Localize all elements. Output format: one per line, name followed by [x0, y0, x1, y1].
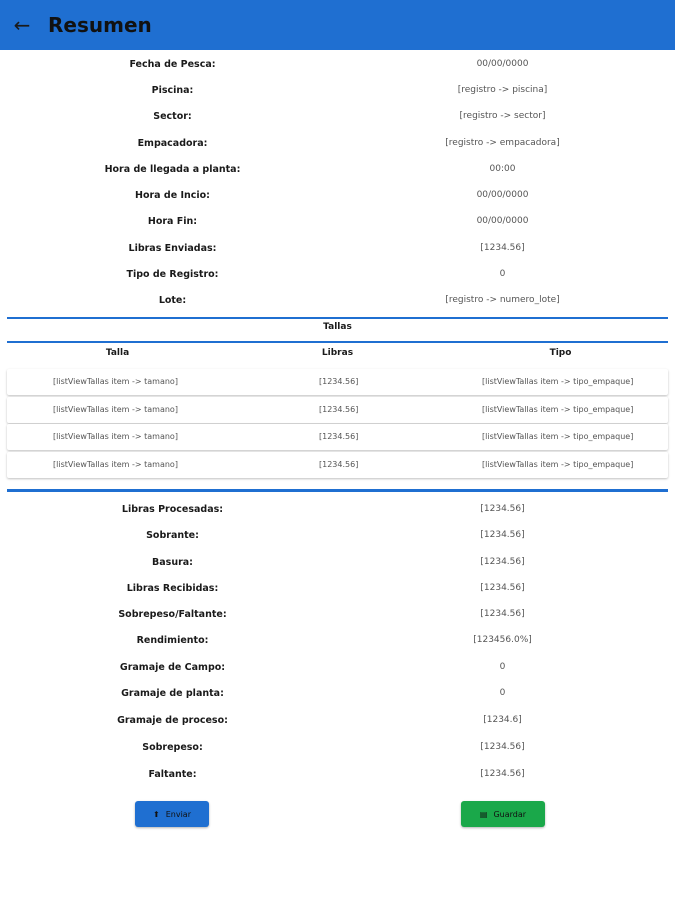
enviar-button[interactable] [135, 801, 209, 827]
column-header-talla: Talla [105, 348, 130, 358]
info-row-hora-inicio [0, 182, 675, 208]
summary-value: [123456.0%] [473, 635, 532, 645]
info-value: 00/00/0000 [476, 190, 529, 200]
divider [7, 317, 668, 319]
summary-label: Libras Procesadas: [121, 503, 224, 515]
info-row-hora-fin [0, 208, 675, 234]
tallas-title: Tallas [323, 322, 352, 332]
summary-value: [1234.6] [483, 715, 522, 725]
info-label: Libras Enviadas: [128, 242, 217, 254]
info-row-libras-enviadas [0, 235, 675, 261]
info-row-hora-llegada [0, 156, 675, 182]
info-row-empacadora [0, 130, 675, 156]
table-row[interactable] [7, 424, 668, 450]
enviar-label: Enviar [165, 809, 191, 819]
info-value: [registro -> piscina] [457, 85, 548, 95]
summary-label: Gramaje de proceso: [117, 714, 228, 726]
table-row[interactable] [7, 452, 668, 478]
summary-value: [1234.56] [480, 557, 525, 567]
info-value: [registro -> empacadora] [445, 138, 560, 148]
back-button[interactable] [4, 7, 40, 43]
info-label: Hora Fin: [147, 215, 198, 227]
summary-label: Sobrepeso: [142, 741, 203, 753]
summary-row-basura [0, 549, 675, 575]
summary-value: [1234.56] [480, 609, 525, 619]
info-label: Hora de llegada a planta: [104, 163, 241, 175]
summary-row-gramaje-proceso [0, 707, 675, 733]
summary-row-gramaje-campo [0, 654, 675, 680]
guardar-label: Guardar [493, 809, 527, 819]
arrow-left-icon: ← [13, 13, 31, 37]
summary-label: Gramaje de Campo: [119, 661, 226, 673]
summary-row-faltante [0, 761, 675, 787]
info-value: [registro -> sector] [459, 111, 546, 121]
info-label: Tipo de Registro: [126, 268, 219, 280]
summary-row-sobrante [0, 522, 675, 548]
summary-value: [1234.56] [480, 504, 525, 514]
table-row[interactable] [7, 397, 668, 423]
info-label: Fecha de Pesca: [129, 58, 216, 70]
cell-talla: [listViewTallas item -> tamano] [53, 460, 178, 469]
upload-icon: ⬆ [153, 809, 160, 819]
info-label: Sector: [153, 110, 192, 122]
info-label: Empacadora: [137, 137, 208, 149]
summary-label: Sobrante: [146, 529, 199, 541]
cell-tipo: [listViewTallas item -> tipo_empaque] [482, 405, 634, 414]
summary-row-gramaje-planta [0, 680, 675, 706]
divider [7, 341, 668, 343]
summary-label: Faltante: [148, 768, 197, 780]
summary-label: Sobrepeso/Faltante: [118, 608, 227, 620]
info-row-sector [0, 103, 675, 129]
info-row-lote [0, 287, 675, 313]
cell-libras: [1234.56] [319, 460, 359, 469]
summary-value: [1234.56] [480, 583, 525, 593]
summary-value: [1234.56] [480, 769, 525, 779]
summary-label: Gramaje de planta: [121, 687, 224, 699]
info-value: 0 [499, 269, 506, 279]
info-label: Hora de Incio: [135, 189, 210, 201]
summary-row-libras-recibidas [0, 575, 675, 601]
cell-tipo: [listViewTallas item -> tipo_empaque] [482, 460, 634, 469]
summary-label: Libras Recibidas: [126, 582, 219, 594]
info-value: [1234.56] [480, 243, 525, 253]
summary-value: 0 [499, 662, 506, 672]
page-title: Resumen [48, 13, 152, 37]
info-value: 00/00/0000 [476, 59, 529, 69]
cell-talla: [listViewTallas item -> tamano] [53, 377, 178, 386]
summary-row-rendimiento [0, 627, 675, 653]
cell-tipo: [listViewTallas item -> tipo_empaque] [482, 432, 634, 441]
guardar-button[interactable] [461, 801, 545, 827]
info-label: Lote: [158, 294, 187, 306]
info-value: 00:00 [489, 164, 516, 174]
cell-libras: [1234.56] [319, 377, 359, 386]
info-value: [registro -> numero_lote] [445, 295, 560, 305]
save-icon: ▤ [479, 809, 488, 819]
info-value: 00/00/0000 [476, 216, 529, 226]
summary-label: Basura: [152, 556, 193, 568]
info-row-tipo-registro [0, 261, 675, 287]
column-header-libras: Libras [321, 348, 354, 358]
divider [7, 489, 668, 492]
summary-row-sobrepeso [0, 734, 675, 760]
info-label: Piscina: [151, 84, 194, 96]
app-bar [0, 0, 675, 50]
info-row-fecha-pesca [0, 51, 675, 77]
cell-libras: [1234.56] [319, 405, 359, 414]
cell-tipo: [listViewTallas item -> tipo_empaque] [482, 377, 634, 386]
summary-label: Rendimiento: [136, 634, 209, 646]
cell-talla: [listViewTallas item -> tamano] [53, 405, 178, 414]
summary-value: [1234.56] [480, 742, 525, 752]
cell-talla: [listViewTallas item -> tamano] [53, 432, 178, 441]
table-row[interactable] [7, 369, 668, 395]
summary-value: [1234.56] [480, 530, 525, 540]
column-header-tipo: Tipo [549, 348, 572, 358]
summary-row-sobrepeso-faltante [0, 601, 675, 627]
summary-row-libras-procesadas [0, 496, 675, 522]
summary-value: 0 [499, 688, 506, 698]
cell-libras: [1234.56] [319, 432, 359, 441]
info-row-piscina [0, 77, 675, 103]
